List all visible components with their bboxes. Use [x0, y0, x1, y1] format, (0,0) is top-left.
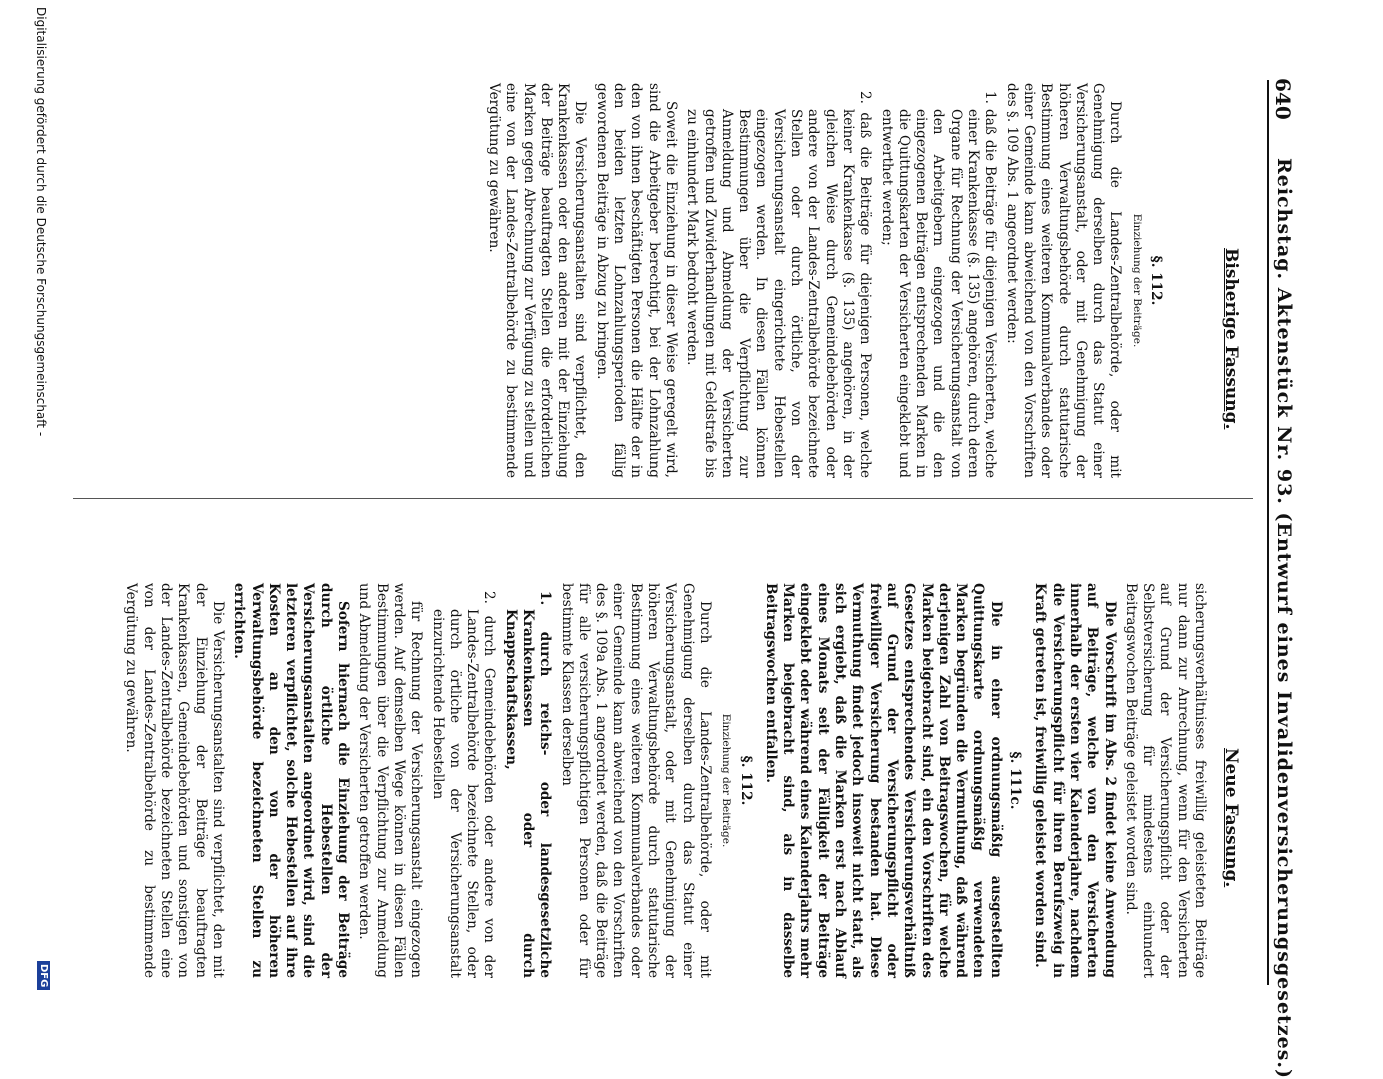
header-divider: [1267, 80, 1269, 985]
list-item: 2. daß die Beiträge für diejenigen Personen, welche keiner Krankenkasse (§. 135) angehören, in der gleichen Weise durch Gemeindebehörden oder andere von der Landes-Zentralbehörde bezeichnete Stellen oder durch örtliche, von der Versicherungsanstalt eingerichtete Hebestellen eingezogen werden. In diesen Fällen können Bestimmungen über die Verpflichtung zur Anmeldung und Abmeldung der Versicherten getroffen und Zuwiderhandlungen mit Geldstrafe bis zu einhundert Mark bedroht werden.: [684, 91, 874, 478]
paragraph: Durch die Landes-Zentralbehörde, oder mit Genehmigung derselben durch das Statut einer Versicherungsanstalt, oder mit Genehmigung der höheren Verwaltungsbehörde durch statutarische Bestimmung eines weiteren Kommunalverbandes oder einer Gemeinde kann abweichend von den Vorschriften des §. 109a Abs. 1 angeordnet werden, daß die Beiträge für alle versicherungspflichtigen Personen oder für bestimmte Klassen derselben: [558, 583, 713, 978]
list-item: 2. durch Gemeindebehörden oder andere von der Landes-Zentralbehörde bezeichnete Stellen, oder durch örtliche von der Versicherungsanstalt einzurichtende Hebestellen: [429, 591, 498, 978]
right-column: [118, 583, 1208, 978]
section-subheading: Einziehung der Beiträge.: [720, 713, 733, 848]
document-page: [53, 18, 1353, 1079]
left-column: [481, 83, 1208, 478]
list-item: 1. durch reichs- oder landesgesetzliche Krankenkassen oder durch Knappschaftskassen,: [502, 591, 554, 978]
dfg-logo: DFG: [37, 961, 50, 990]
left-column-heading: Bisherige Fassung.: [1221, 248, 1241, 430]
section-heading: §. 112.: [1148, 255, 1164, 306]
paragraph: Sofern hiernach die Einziehung der Beiträge durch örtliche Hebestellen der Versicherungsanstalten angeordnet wird, sind die letzteren verpflichtet, solche Hebestellen auf ihre Kosten an den von der höheren Verwaltungsbehörde bezeichneten Stellen zu errichten.: [231, 583, 352, 978]
paragraph: Soweit die Einziehung in dieser Weise geregelt wird, sind die Arbeitgeber berechtigt, bei der Lohnzahlung den von ihnen beschäftigten Personen die Hälfte der in den beiden letzten Lohnzahlungsperioden fällig gewordenen Beiträge in Abzug zu bringen.: [593, 83, 679, 478]
footer-credit: Digitalisierung gefördert durch die Deutsche Forschungsgemeinschaft -: [34, 7, 48, 437]
column-divider: [73, 498, 1253, 499]
right-column-heading: Neue Fassung.: [1221, 748, 1241, 888]
paragraph: sicherungsverhältnisses freiwillig geleisteten Beiträge nur dann zur Anrechnung, wenn für den Versicherten auf Grund der Versicherungspflicht oder der Selbstversicherung für mindestens einhundert Beitragswochen Beiträge geleistet worden sind.: [1122, 583, 1208, 978]
paragraph: Die Vorschrift im Abs. 2 findet keine Anwendung auf Beiträge, welche von den Versicherten innerhalb der ersten vier Kalenderjahre, nachdem die Versicherungspflicht für ihren Berufszweig in Kraft getreten ist, freiwillig geleistet worden sind.: [1032, 583, 1118, 978]
paragraph: Die Versicherungsanstalten sind verpflichtet, den mit der Einziehung der Beiträge beauftragten Krankenkassen, Gemeindebehörden und sonstigen von der Landes-Zentralbehörde bezeichneten Stellen eine von der Landes-Zentralbehörde zu bestimmende Vergütung zu gewähren.: [123, 583, 226, 978]
page-title: Reichstag. Aktenstück Nr. 93. (Entwurf eines Invalidenversicherungsgesetzes.): [1273, 158, 1295, 1079]
section-heading: §. 111c.: [1007, 751, 1024, 810]
section-heading: §. 112.: [737, 755, 754, 806]
paragraph: Die in einer ordnungsmäßig ausgestellten Quittungskarte ordnungsmäßig verwendeten Marken begründen die Vermuthung, daß während derjenigen Zahl von Beitragswochen, für welche Marken beigebracht sind, ein den Vorschriften des Gesetzes entsprechendes Versicherungsverhältniß auf Grund der Versicherungspflicht oder freiwilliger Versicherung bestanden hat. Diese Vermuthung findet jedoch insoweit nicht statt, als sich ergiebt, daß die Marken erst nach Ablauf eines Monats seit der Fälligkeit der Beiträge eingeklebt oder während eines Kalenderjahrs mehr Marken beigebracht sind, als in dasselbe Beitragswochen entfallen.: [762, 583, 1004, 978]
paragraph: für Rechnung der Versicherungsanstalt eingezogen werden. Auf demselben Wege können in diesen Fällen Bestimmungen über die Verpflichtung zur Anmeldung und Abmeldung der Versicherten getroffen werden.: [356, 583, 425, 978]
page-number: 640: [1271, 78, 1295, 120]
section-subheading: Einziehung der Beiträge.: [1130, 213, 1143, 348]
paragraph: Die Versicherungsanstalten sind verpflichtet, den Krankenkassen oder den anderen mit der Einziehung der Beiträge beauftragten Stellen die erforderlichen Marken gegen Abrechnung zur Verfügung zu stellen und eine von der Landes-Zentralbehörde zu bestimmende Vergütung zu gewähren.: [486, 83, 589, 478]
paragraph: Durch die Landes-Zentralbehörde, oder mit Genehmigung derselben durch das Statut einer Versicherungsanstalt, oder mit Genehmigung der höheren Verwaltungsbehörde durch statutarische Bestimmung eines weiteren Kommunalverbandes oder einer Gemeinde kann abweichend von den Vorschriften des §. 109 Abs. 1 angeordnet werden:: [1003, 83, 1124, 478]
list-item: 1. daß die Beiträge für diejenigen Versicherten, welche einer Krankenkasse (§. 135) angehören, durch deren Organe für Rechnung der Versicherungsanstalt von den Arbeitgebern eingezogen und die den eingezogenen Beiträgen entsprechenden Marken in die Quittungskarten der Versicherten eingeklebt und entwerthet werden;: [878, 91, 999, 478]
